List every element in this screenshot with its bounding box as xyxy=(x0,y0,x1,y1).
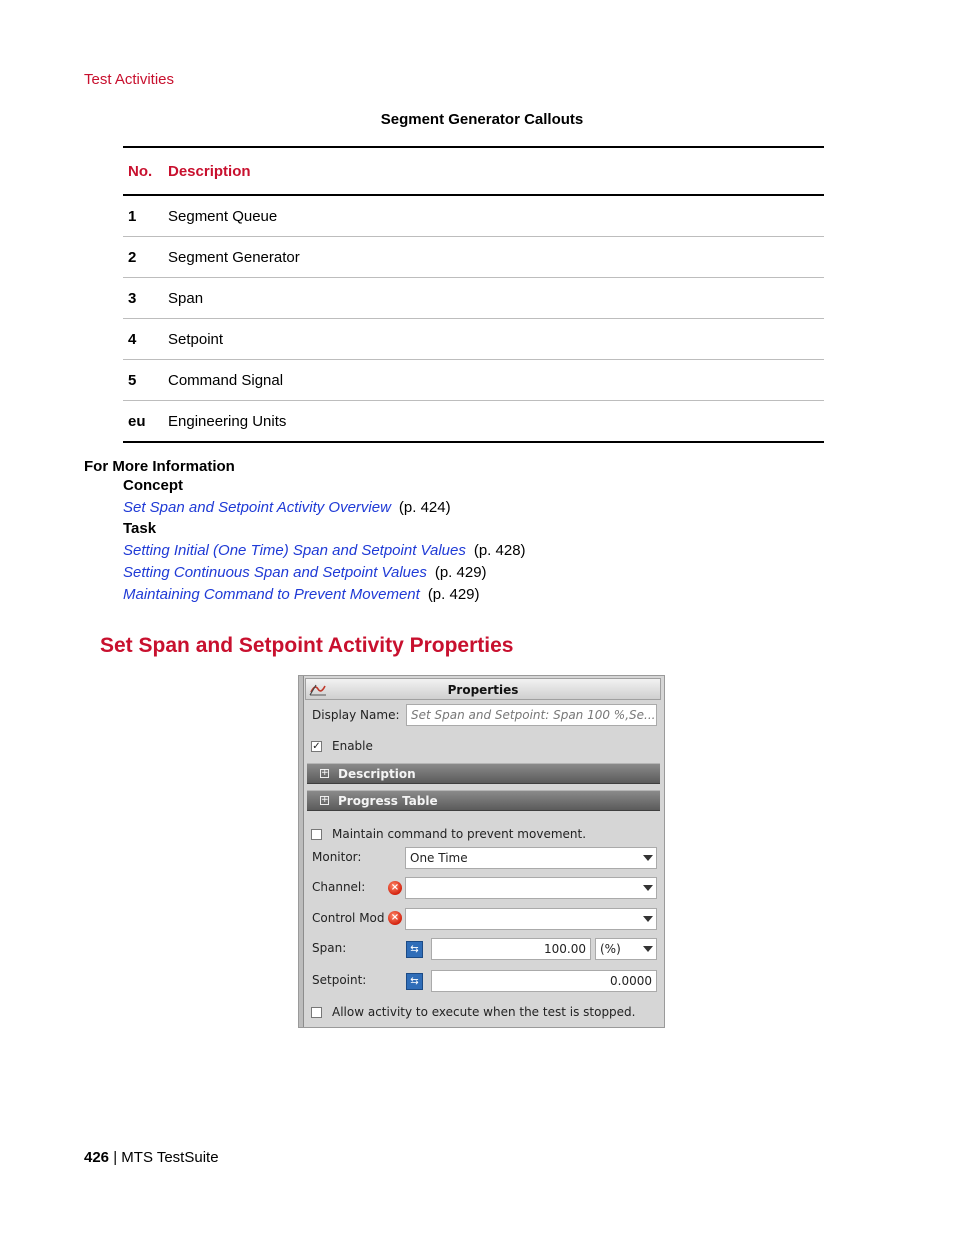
panel-titlebar xyxy=(305,678,661,700)
breadcrumb: Test Activities xyxy=(84,71,175,88)
maintain-checkbox[interactable] xyxy=(311,829,322,840)
task-label: Task xyxy=(123,520,157,537)
task-link-line xyxy=(123,542,526,559)
chevron-down-icon[interactable] xyxy=(643,916,653,922)
table-row xyxy=(123,319,824,360)
description-section[interactable] xyxy=(307,763,660,784)
error-icon: × xyxy=(388,881,402,895)
channel-dropdown[interactable] xyxy=(405,877,657,899)
properties-panel xyxy=(298,675,665,1028)
enable-checkbox[interactable]: ✓ xyxy=(312,741,321,752)
concept-link-line xyxy=(123,499,451,516)
display-name-field[interactable]: Set Span and Setpoint: Span 100 %,Se... xyxy=(406,704,657,726)
channel-label: Channel: xyxy=(312,880,366,894)
maintain-label: Maintain command to prevent movement. xyxy=(332,827,587,841)
row-number: 3 xyxy=(123,278,163,319)
row-description: Segment Generator xyxy=(163,237,824,278)
concept-label: Concept xyxy=(123,477,183,494)
setpoint-input[interactable]: 0.0000 xyxy=(431,970,657,992)
page-reference: (p. 424) xyxy=(398,499,451,516)
chevron-down-icon[interactable] xyxy=(643,885,653,891)
table-header-row xyxy=(123,147,824,195)
task-link-line xyxy=(123,586,480,603)
display-name-label: Display Name: xyxy=(312,708,400,722)
column-header-description: Description xyxy=(163,147,824,195)
error-icon: × xyxy=(388,911,402,925)
monitor-value: One Time xyxy=(410,851,468,865)
row-number: eu xyxy=(123,401,163,443)
row-description: Engineering Units xyxy=(163,401,824,443)
page-footer xyxy=(84,1149,219,1166)
footer-separator: | xyxy=(113,1149,118,1166)
table-row xyxy=(123,195,824,237)
task-link-line xyxy=(123,564,487,581)
enable-label: Enable xyxy=(332,739,373,753)
task-link-initial-values[interactable]: Setting Initial (One Time) Span and Setpoint Values xyxy=(123,542,466,559)
span-input[interactable]: 100.00 xyxy=(431,938,591,960)
monitor-label: Monitor: xyxy=(312,850,362,864)
page-number: 426 xyxy=(84,1149,110,1166)
setpoint-label: Setpoint: xyxy=(312,973,367,987)
row-description: Command Signal xyxy=(163,360,824,401)
row-number: 5 xyxy=(123,360,163,401)
page-reference: (p. 429) xyxy=(434,564,487,581)
panel-title: Properties xyxy=(447,683,519,697)
table-caption: Segment Generator Callouts xyxy=(380,111,584,128)
link-icon[interactable]: ⇆ xyxy=(406,973,423,990)
section-heading: Set Span and Setpoint Activity Properties xyxy=(100,634,514,657)
description-section-label: Description xyxy=(338,767,416,781)
row-number: 2 xyxy=(123,237,163,278)
control-mode-dropdown[interactable] xyxy=(405,908,657,930)
span-label: Span: xyxy=(312,941,347,955)
concept-link-overview[interactable]: Set Span and Setpoint Activity Overview xyxy=(123,499,391,516)
table-row xyxy=(123,360,824,401)
table-row xyxy=(123,278,824,319)
chevron-down-icon[interactable] xyxy=(643,855,653,861)
control-mode-label: Control Mod xyxy=(312,911,385,925)
column-header-no: No. xyxy=(123,147,163,195)
expand-icon[interactable]: + xyxy=(321,795,329,805)
more-info-title: For More Information xyxy=(84,458,235,475)
link-icon[interactable]: ⇆ xyxy=(406,941,423,958)
row-description: Span xyxy=(163,278,824,319)
page-reference: (p. 428) xyxy=(473,542,526,559)
row-description: Setpoint xyxy=(163,319,824,360)
span-unit-value: (%) xyxy=(600,942,621,956)
table-row xyxy=(123,237,824,278)
product-name: MTS TestSuite xyxy=(121,1149,219,1166)
progress-table-section-label: Progress Table xyxy=(338,794,438,808)
row-number: 4 xyxy=(123,319,163,360)
task-link-continuous-values[interactable]: Setting Continuous Span and Setpoint Values xyxy=(123,564,427,581)
allow-label: Allow activity to execute when the test is stopped. xyxy=(332,1005,636,1019)
allow-checkbox[interactable] xyxy=(311,1007,322,1018)
task-link-maintain-command[interactable]: Maintaining Command to Prevent Movement xyxy=(123,586,420,603)
row-number: 1 xyxy=(123,195,163,237)
progress-table-section[interactable] xyxy=(307,790,660,811)
row-description: Segment Queue xyxy=(163,195,824,237)
table-row xyxy=(123,401,824,443)
panel-left-edge xyxy=(299,676,304,1027)
span-unit-dropdown[interactable] xyxy=(595,938,657,960)
chevron-down-icon[interactable] xyxy=(643,946,653,952)
expand-icon[interactable]: + xyxy=(321,768,329,778)
page-reference: (p. 429) xyxy=(427,586,480,603)
callouts-table xyxy=(123,146,824,443)
monitor-dropdown[interactable] xyxy=(405,847,657,869)
